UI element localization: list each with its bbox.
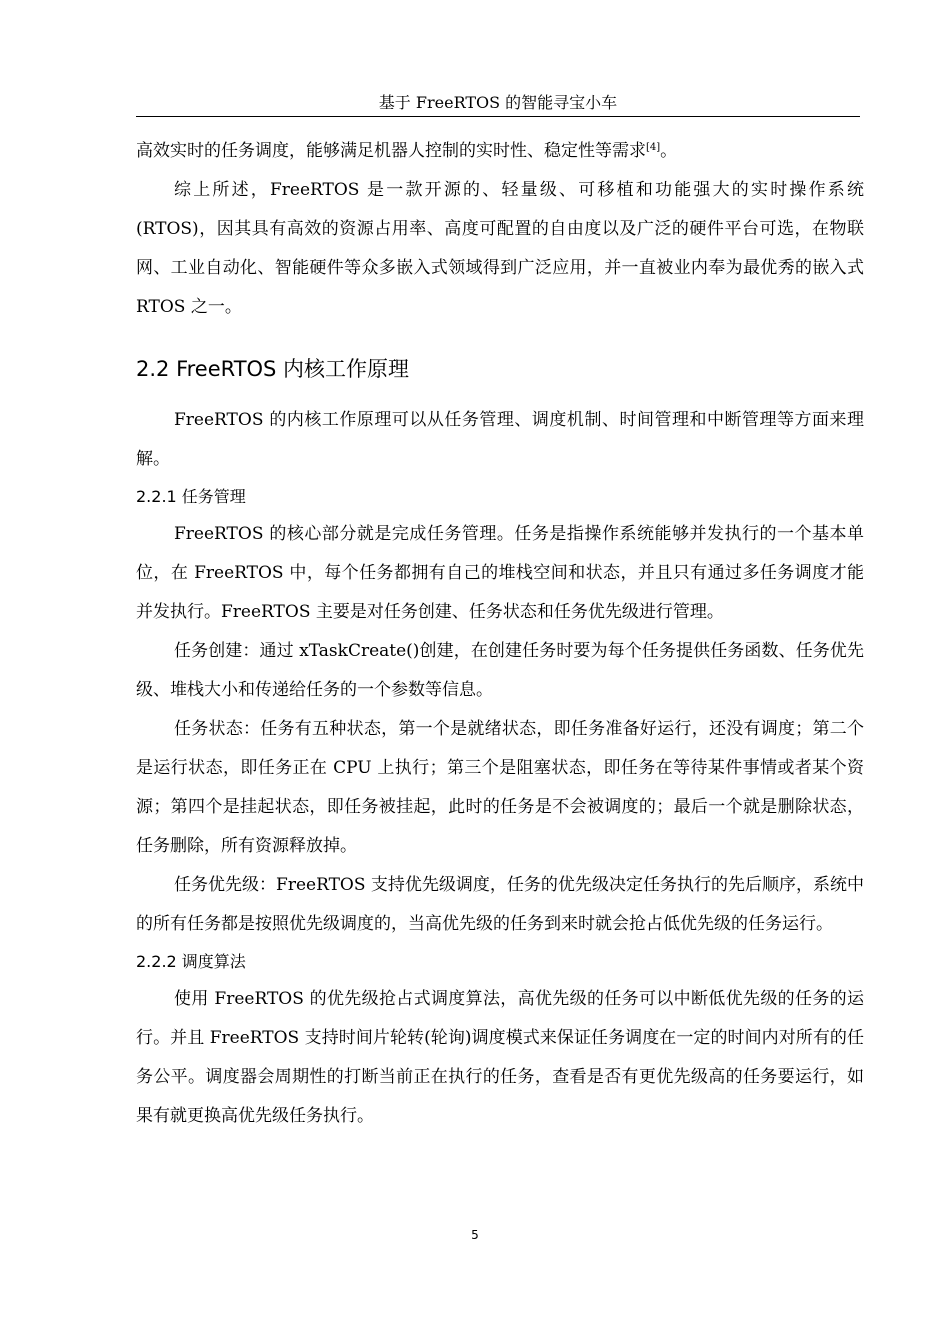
- paragraph: 综上所述，FreeRTOS 是一款开源的、轻量级、可移植和功能强大的实时操作系统 (RTOS)，因其具有高效的资源占用率、高度可配置的自由度以及广泛的硬件平台可选，在物联网、工业自动化、智能硬件等众多嵌入式领域得到广泛应用，并一直被业内奉为最优秀的嵌入式 RTOS 之一。: [136, 180, 864, 317]
- section-heading: 2.2 FreeRTOS 内核工作原理: [136, 357, 410, 381]
- paragraph: 任务状态：任务有五种状态，第一个是就绪状态，即任务准备好运行，还没有调度；第二个是运行状态，即任务正在 CPU 上执行；第三个是阻塞状态，即任务在等待某件事情或者某个资源；第四个是挂起状态，即任务被挂起，此时的任务是不会被调度的；最后一个就是删除状态，任务删除，所有资源释放掉。: [136, 719, 864, 856]
- paragraph: FreeRTOS 的核心部分就是完成任务管理。任务是指操作系统能够并发执行的一个基本单位，在 FreeRTOS 中，每个任务都拥有自己的堆栈空间和状态，并且只有通过多任务调度才能并发执行。FreeRTOS 主要是对任务创建、任务状态和任务优先级进行管理。: [136, 524, 864, 622]
- subsection-heading: 2.2.2 调度算法: [136, 952, 246, 971]
- paragraph: 任务创建：通过 xTaskCreate()创建，在创建任务时要为每个任务提供任务函数、任务优先级、堆栈大小和传递给任务的一个参数等信息。: [136, 641, 864, 700]
- paragraph-text: 。: [660, 141, 678, 161]
- header-title: 基于 FreeRTOS 的智能寻宝小车: [378, 93, 618, 112]
- citation: [4]: [646, 142, 661, 153]
- page-header: [136, 92, 860, 117]
- document-body: [136, 132, 864, 1136]
- paragraph: 使用 FreeRTOS 的优先级抢占式调度算法，高优先级的任务可以中断低优先级的任务的运行。并且 FreeRTOS 支持时间片轮转(轮询)调度模式来保证任务调度在一定的时间内对所有的任务公平。调度器会周期性的打断当前正在执行的任务，查看是否有更优先级高的任务要运行，如果有就更换高优先级任务执行。: [136, 989, 864, 1126]
- paragraph: 任务优先级：FreeRTOS 支持优先级调度，任务的优先级决定任务执行的先后顺序，系统中的所有任务都是按照优先级调度的，当高优先级的任务到来时就会抢占低优先级的任务运行。: [136, 875, 864, 934]
- paragraph: [136, 132, 864, 171]
- subsection-heading: 2.2.1 任务管理: [136, 487, 246, 506]
- page-number: 5: [471, 1228, 479, 1242]
- paragraph-text: 高效实时的任务调度，能够满足机器人控制的实时性、稳定性等需求: [136, 141, 646, 161]
- paragraph: FreeRTOS 的内核工作原理可以从任务管理、调度机制、时间管理和中断管理等方面来理解。: [136, 410, 864, 469]
